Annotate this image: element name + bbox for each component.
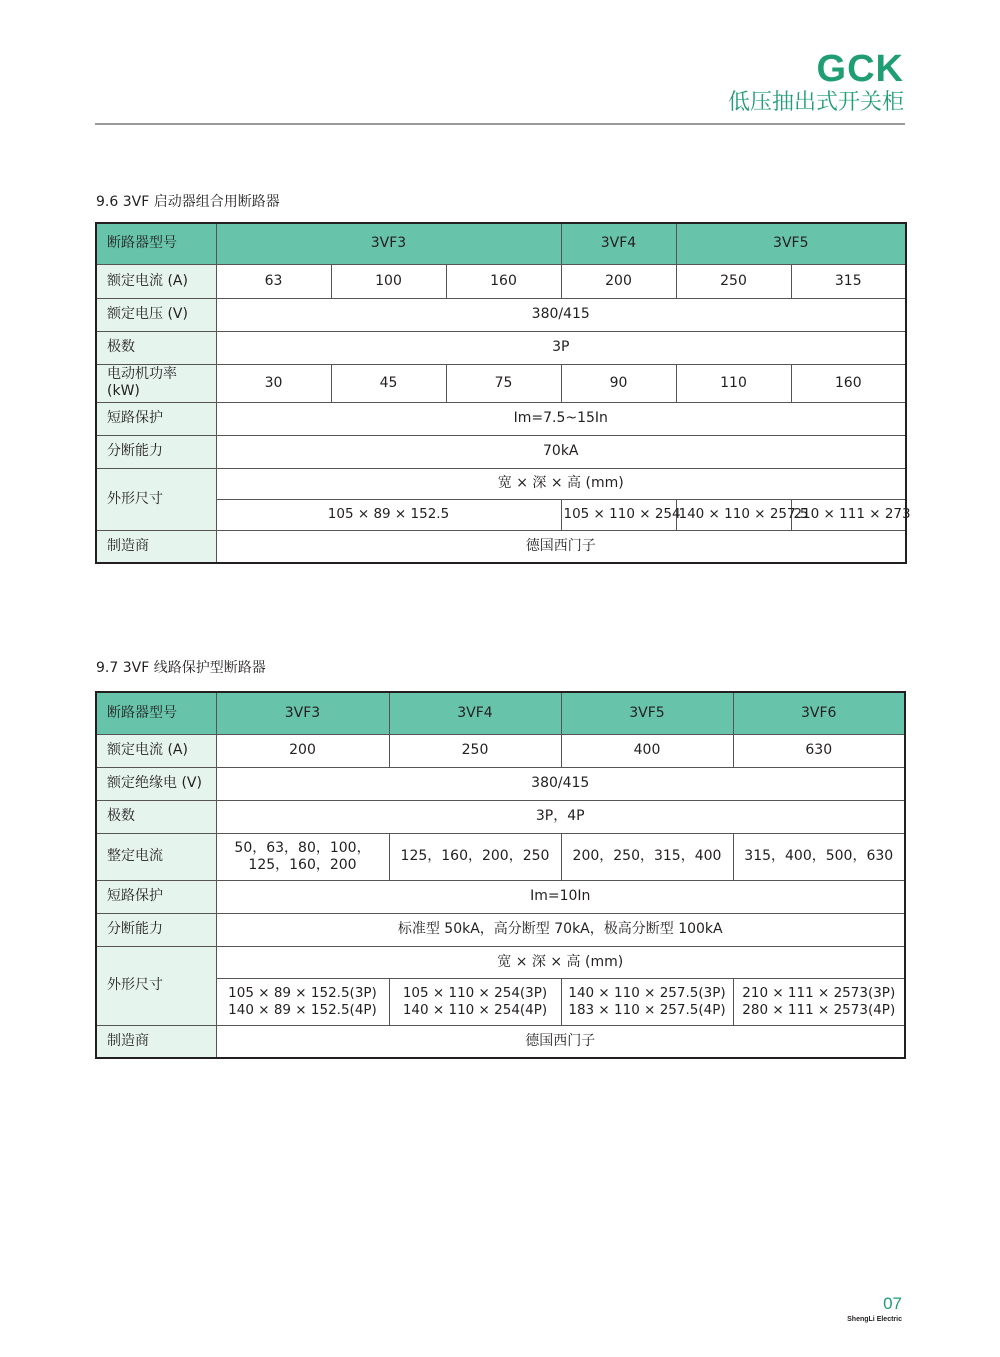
table-row bbox=[96, 223, 906, 264]
row-label: 短路保护 bbox=[96, 402, 216, 435]
row-label: 断路器型号 bbox=[96, 692, 216, 734]
table-cell: 110 bbox=[676, 364, 791, 402]
table-row bbox=[96, 767, 905, 800]
row-label: 整定电流 bbox=[96, 833, 216, 880]
table-cell: 3VF4 bbox=[561, 223, 676, 264]
table-cell: 3P bbox=[216, 331, 906, 364]
row-label: 制造商 bbox=[96, 530, 216, 563]
table-cell: 70kA bbox=[216, 435, 906, 468]
cell-line: 105 × 110 × 254(3P) bbox=[402, 984, 548, 1001]
table-cell: 250 bbox=[389, 734, 561, 767]
brand-block bbox=[728, 50, 904, 116]
table-row bbox=[96, 530, 906, 563]
cell-line: 140 × 110 × 257.5(3P) bbox=[568, 984, 726, 1001]
table-cell: 3VF3 bbox=[216, 692, 389, 734]
spec-table-9-7 bbox=[95, 691, 906, 1059]
table-cell bbox=[216, 833, 389, 880]
footer-brand: ShengLi Electric bbox=[847, 1316, 902, 1323]
table-cell: 630 bbox=[733, 734, 905, 767]
row-label: 短路保护 bbox=[96, 880, 216, 913]
table-cell: 105 × 89 × 152.5 bbox=[216, 499, 561, 530]
table-row bbox=[96, 435, 906, 468]
row-label: 分断能力 bbox=[96, 435, 216, 468]
table-cell: 90 bbox=[561, 364, 676, 402]
row-label: 电动机功率 (kW) bbox=[96, 364, 216, 402]
cell-line: 140 × 110 × 254(4P) bbox=[402, 1001, 548, 1018]
table-row bbox=[96, 833, 905, 880]
table-cell: 德国西门子 bbox=[216, 1025, 905, 1058]
row-label: 外形尺寸 bbox=[96, 468, 216, 530]
table-cell: 160 bbox=[446, 264, 561, 298]
row-label: 极数 bbox=[96, 800, 216, 833]
table-row bbox=[96, 331, 906, 364]
table-row bbox=[96, 978, 905, 1025]
table-row bbox=[96, 913, 905, 946]
table-row bbox=[96, 499, 906, 530]
table-cell: Im=10In bbox=[216, 880, 905, 913]
table-cell: 380/415 bbox=[216, 298, 906, 331]
cell-line: 50，63，80，100， bbox=[234, 839, 371, 856]
table-cell: 160 bbox=[791, 364, 906, 402]
table-cell: 45 bbox=[331, 364, 446, 402]
table-cell bbox=[216, 978, 389, 1025]
table-cell: 宽 × 深 × 高 (mm) bbox=[216, 468, 906, 499]
table-row bbox=[96, 264, 906, 298]
table-cell: 100 bbox=[331, 264, 446, 298]
header-divider bbox=[95, 123, 905, 125]
table-row bbox=[96, 298, 906, 331]
table-row bbox=[96, 468, 906, 499]
table-cell: 315，400，500，630 bbox=[733, 833, 905, 880]
cell-line: 183 × 110 × 257.5(4P) bbox=[568, 1001, 726, 1018]
row-label: 额定电流 (A) bbox=[96, 264, 216, 298]
table-cell: 210 × 111 × 273 bbox=[791, 499, 906, 530]
row-label: 外形尺寸 bbox=[96, 946, 216, 1025]
table-cell: 30 bbox=[216, 364, 331, 402]
table-cell: 标准型 50kA，高分断型 70kA，极高分断型 100kA bbox=[216, 913, 905, 946]
table-row bbox=[96, 946, 905, 978]
table-cell: 3VF3 bbox=[216, 223, 561, 264]
table-cell: 德国西门子 bbox=[216, 530, 906, 563]
table-cell: 3P，4P bbox=[216, 800, 905, 833]
row-label: 制造商 bbox=[96, 1025, 216, 1058]
table-cell: 3VF5 bbox=[561, 692, 733, 734]
cell-line: 105 × 89 × 152.5(3P) bbox=[228, 984, 377, 1001]
row-label: 额定绝缘电 (V) bbox=[96, 767, 216, 800]
cell-line: 125，160，200 bbox=[248, 856, 357, 873]
table-row bbox=[96, 734, 905, 767]
row-label: 极数 bbox=[96, 331, 216, 364]
cell-line: 140 × 89 × 152.5(4P) bbox=[228, 1001, 377, 1018]
page-number: 07 bbox=[883, 1294, 902, 1313]
spec-table-9-6 bbox=[95, 222, 911, 564]
table-cell: 75 bbox=[446, 364, 561, 402]
table-row bbox=[96, 402, 906, 435]
table-cell: 200 bbox=[561, 264, 676, 298]
table-row bbox=[96, 1025, 905, 1058]
table-row bbox=[96, 692, 905, 734]
table-cell: 140 × 110 × 257.5 bbox=[676, 499, 791, 530]
table-cell bbox=[561, 978, 733, 1025]
table-cell: 400 bbox=[561, 734, 733, 767]
row-label: 额定电压 (V) bbox=[96, 298, 216, 331]
table-cell: 63 bbox=[216, 264, 331, 298]
table-cell: 200，250，315，400 bbox=[561, 833, 733, 880]
table-cell: 105 × 110 × 254 bbox=[561, 499, 676, 530]
product-subtitle: 低压抽出式开关柜 bbox=[727, 90, 904, 115]
section-title-9-7: 9.7 3VF 线路保护型断路器 bbox=[96, 660, 266, 676]
row-label: 分断能力 bbox=[96, 913, 216, 946]
cell-line: 210 × 111 × 2573(3P) bbox=[742, 984, 896, 1001]
row-label: 额定电流 (A) bbox=[96, 734, 216, 767]
table-cell: Im=7.5~15In bbox=[216, 402, 906, 435]
table-cell: 宽 × 深 × 高 (mm) bbox=[216, 946, 905, 978]
table-cell bbox=[389, 978, 561, 1025]
table-cell: 315 bbox=[791, 264, 906, 298]
table-row bbox=[96, 880, 905, 913]
section-title-9-6: 9.6 3VF 启动器组合用断路器 bbox=[96, 194, 280, 210]
table-cell: 200 bbox=[216, 734, 389, 767]
table-cell: 3VF6 bbox=[733, 692, 905, 734]
row-label: 断路器型号 bbox=[96, 223, 216, 264]
table-row bbox=[96, 800, 905, 833]
table-cell: 380/415 bbox=[216, 767, 905, 800]
table-cell: 250 bbox=[676, 264, 791, 298]
table-cell: 3VF4 bbox=[389, 692, 561, 734]
table-cell bbox=[733, 978, 905, 1025]
table-row bbox=[96, 364, 906, 402]
cell-line: 280 × 111 × 2573(4P) bbox=[742, 1001, 896, 1018]
table-cell: 3VF5 bbox=[676, 223, 906, 264]
product-code: GCK bbox=[816, 48, 904, 90]
table-cell: 125，160，200，250 bbox=[389, 833, 561, 880]
